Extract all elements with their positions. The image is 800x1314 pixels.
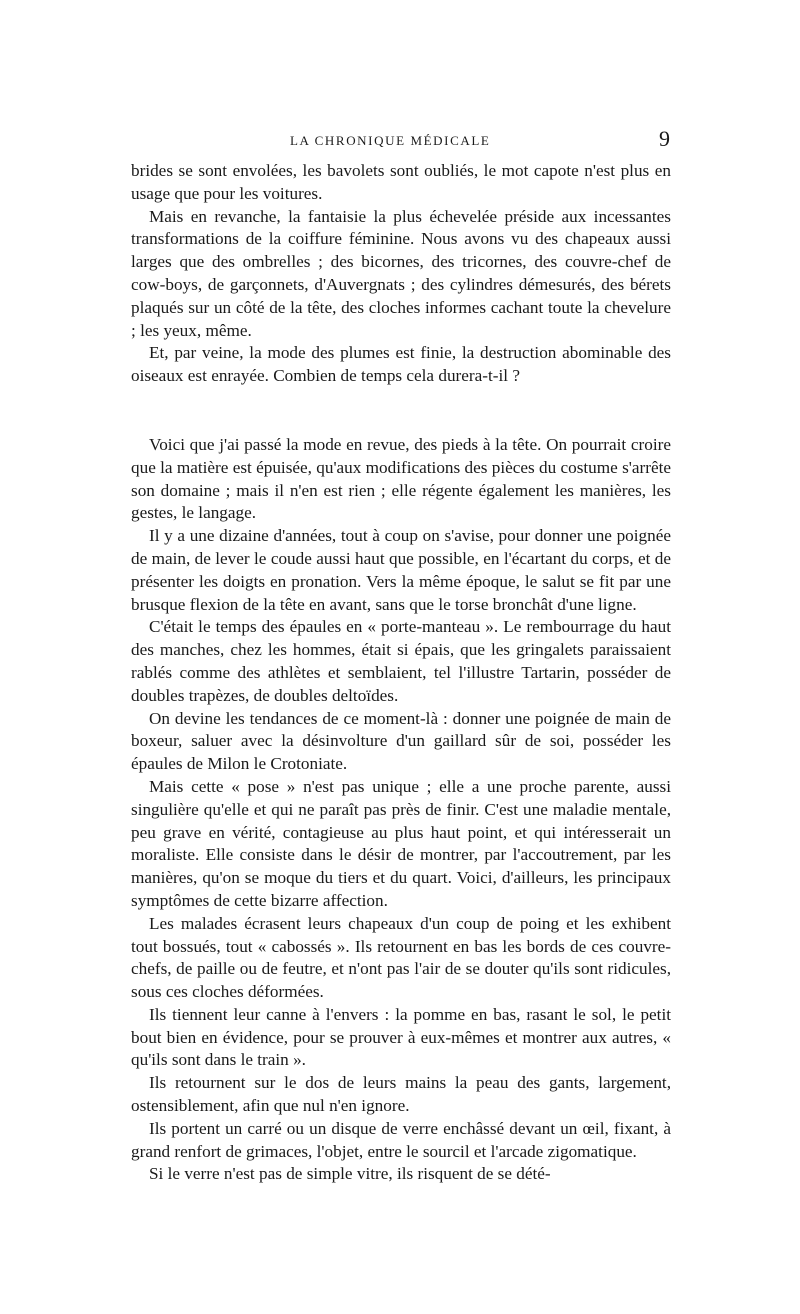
section-break [131,388,671,434]
paragraph: Si le verre n'est pas de simple vitre, ils risquent de se dété- [149,1164,551,1184]
paragraph: Les malades écrasent leurs chapeaux d'un coup de poing et les exhibent tout bossués, tout « cabossés ». Ils retournent en bas les bords de ces couvre-chefs, de paille ou de feutre, et n'ont pas l'air de se douter qu'ils sont ridicules, sous ces cloches déformées. [131,913,671,1002]
paragraph: Et, par veine, la mode des plumes est finie, la destruction abominable des oiseaux est enrayée. Combien de temps cela durera-t-il ? [131,343,671,386]
body-text [131,160,671,1186]
paragraph: Voici que j'ai passé la mode en revue, des pieds à la tête. On pourrait croire que la matière est épuisée, qu'aux modifications des pièces du costume s'arrête son domaine ; mais il n'en est rien ; elle régente également les manières, les gestes, le langage. [131,434,671,523]
page-header [130,126,670,156]
page-number: 9 [659,126,670,151]
paragraph: Mais cette « pose » n'est pas unique ; elle a une proche parente, aussi singulière qu'elle et qui ne paraît pas près de finir. C'est une maladie mentale, peu grave en vérité, contagieuse au plus haut point, et qui intéresserait un moraliste. Elle consiste dans le désir de montrer, par l'accoutrement, par les manières, qu'on se moque du tiers et du quart. Voici, d'ailleurs, les principaux symptômes de cette bizarre affection. [131,776,671,910]
paragraph: brides se sont envolées, les bavolets sont oubliés, le mot capote n'est plus en usage que pour les voitures. [131,161,671,203]
paragraph: C'était le temps des épaules en « porte-manteau ». Le rembourrage du haut des manches, chez les hommes, était si épais, que les gringalets paraissaient rablés comme des athlètes et semblaient, tel l'illustre Tartarin, posséder de doubles trapèzes, de doubles deltoïdes. [131,617,671,705]
running-title: LA CHRONIQUE MÉDICALE [290,133,491,148]
paragraph: Mais en revanche, la fantaisie la plus échevelée préside aux incessantes transformations de la coiffure féminine. Nous avons vu des chapeaux aussi larges que des ombrelles ; des bicornes, des tricornes, des couvre-chef de cow-boys, de garçonnets, d'Auvergnats ; des cylindres démesurés, des bérets plaqués sur un côté de la tête, des cloches informes cachant toute la chevelure ; les yeux, même. [131,206,671,340]
paragraph: On devine les tendances de ce moment-là : donner une poignée de main de boxeur, saluer avec la désinvolture d'un gaillard sûr de soi, posséder les épaules de Milon le Crotoniate. [131,708,671,774]
paragraph: Il y a une dizaine d'années, tout à coup on s'avise, pour donner une poignée de main, de lever le coude aussi haut que possible, en l'écartant du corps, et de présenter les doigts en pronation. Vers la même époque, le salut se fit par une brusque flexion de la tête en avant, sans que le torse bronchât d'une ligne. [131,526,671,614]
paragraph: Ils tiennent leur canne à l'envers : la pomme en bas, rasant le sol, le petit bout bien en évidence, pour se prouver à eux-mêmes et montrer aux autres, « qu'ils sont dans le train ». [131,1004,671,1070]
paragraph: Ils portent un carré ou un disque de verre enchâssé devant un œil, fixant, à grand renfort de grimaces, l'objet, entre le sourcil et l'arcade zigomatique. [131,1118,671,1161]
paragraph: Ils retournent sur le dos de leurs mains la peau des gants, largement, ostensiblement, afin que nul n'en ignore. [131,1073,671,1116]
